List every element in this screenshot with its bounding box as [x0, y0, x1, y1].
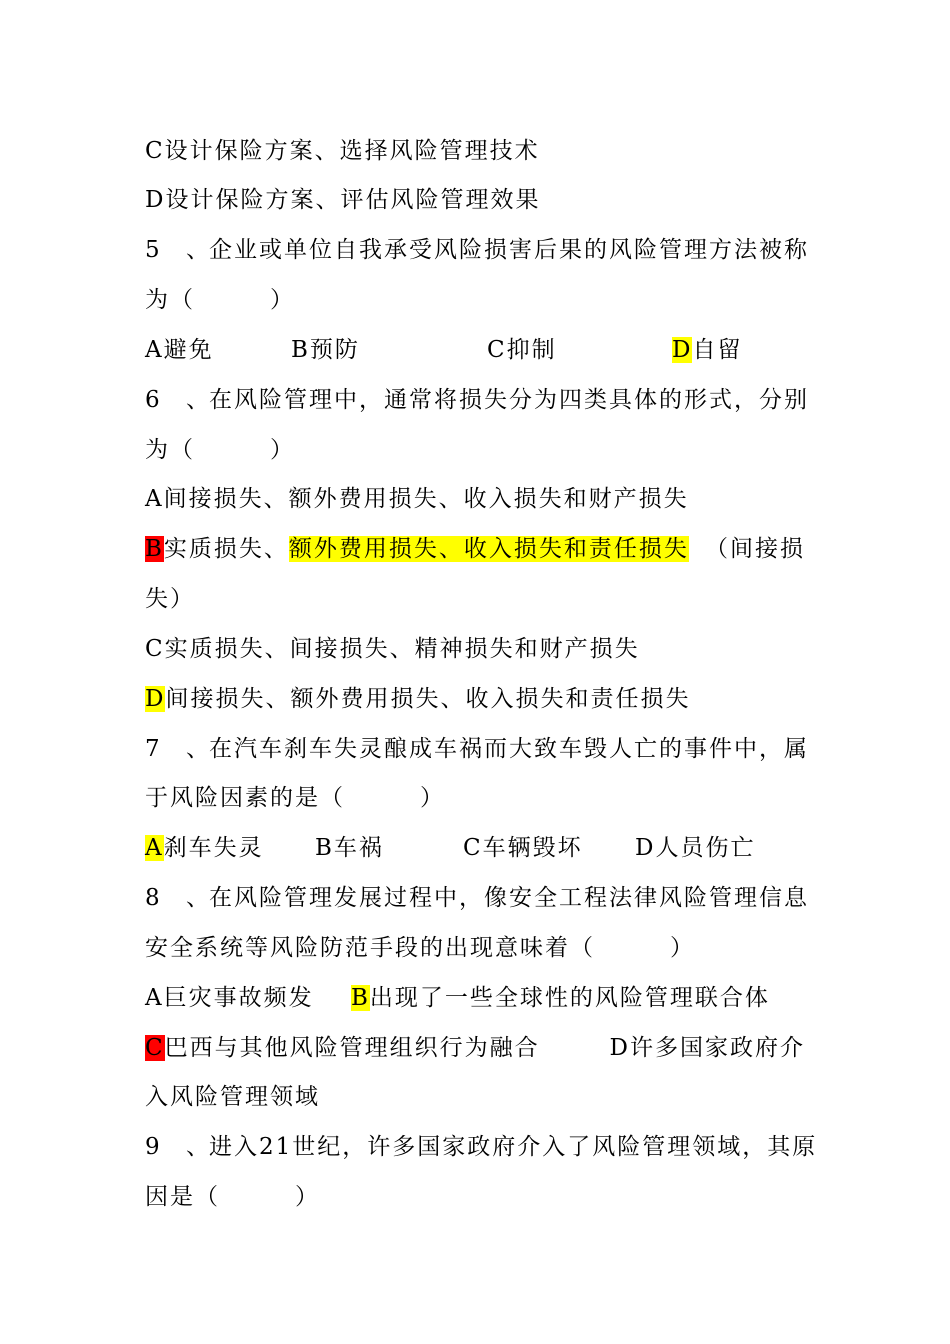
question-7-continuation	[145, 783, 805, 813]
question-6-option-d	[145, 684, 805, 714]
question-6	[145, 385, 809, 415]
question-text-cont: 于风险因素的是（ ）	[145, 785, 445, 811]
option-c-line	[145, 136, 805, 166]
option-c-text: C设计保险方案、选择风险管理技术	[145, 138, 540, 164]
question-text-cont: 为（ ）	[145, 287, 295, 313]
question-5-continuation	[145, 285, 805, 315]
question-8-option-d-continuation	[145, 1082, 805, 1112]
answer-highlight: D	[672, 337, 693, 363]
option-b-note: （间接损	[705, 536, 805, 562]
option-d-line	[145, 185, 805, 215]
option-a: A避免	[145, 337, 214, 363]
question-text: 在风险管理中，通常将损失分为四类具体的形式，分别	[209, 387, 809, 413]
question-6-continuation	[145, 435, 805, 465]
question-number: 8、	[145, 885, 209, 911]
question-number: 5、	[145, 237, 209, 263]
option-b: B车祸	[315, 835, 384, 861]
option-b: B预防	[291, 337, 360, 363]
question-6-option-c	[145, 634, 805, 664]
question-6-option-a	[145, 484, 805, 514]
option-c: C实质损失、间接损失、精神损失和财产损失	[145, 636, 640, 662]
answer-highlight-red: B	[145, 536, 164, 562]
question-text: 在汽车刹车失灵酿成车祸而大致车毁人亡的事件中，属	[209, 736, 809, 762]
answer-highlight: D	[145, 686, 166, 712]
option-b-label: 出现了一些全球性的风险管理联合体	[369, 985, 770, 1011]
option-a: A巨灾事故频发	[145, 985, 314, 1011]
question-6-option-b-continuation	[145, 584, 805, 614]
question-7	[145, 734, 809, 764]
option-b-note-cont: 失）	[145, 586, 195, 612]
question-number: 9、	[145, 1134, 209, 1160]
question-6-option-b	[145, 534, 805, 564]
question-text-cont: 为（ ）	[145, 437, 295, 463]
option-d-label: 自留	[692, 337, 743, 363]
option-d: D人员伤亡	[635, 835, 756, 861]
question-text-cont: 安全系统等风险防范手段的出现意味着（ ）	[145, 935, 695, 961]
text-highlight-yellow: 额外费用损失、收入损失和责任损失	[288, 536, 689, 562]
option-a-label: 刹车失灵	[163, 835, 264, 861]
question-text: 企业或单位自我承受风险损害后果的风险管理方法被称	[209, 237, 809, 263]
option-b	[351, 983, 770, 1013]
option-d-cont: 入风险管理领域	[145, 1084, 320, 1110]
option-d: 间接损失、额外费用损失、收入损失和责任损失	[165, 686, 691, 712]
question-text: 在风险管理发展过程中，像安全工程法律风险管理信息	[209, 885, 809, 911]
question-8-continuation	[145, 933, 805, 963]
answer-highlight: A	[145, 835, 164, 861]
answer-highlight: B	[351, 985, 370, 1011]
option-b-text: 实质损失、	[163, 536, 289, 562]
question-9	[145, 1132, 818, 1162]
answer-highlight-red: C	[145, 1035, 165, 1061]
option-a	[145, 833, 264, 863]
question-number: 7、	[145, 736, 209, 762]
option-c: C抑制	[487, 337, 557, 363]
question-5	[145, 235, 809, 265]
option-c	[145, 1033, 540, 1063]
question-text: 进入21世纪，许多国家政府介入了风险管理领域，其原	[209, 1134, 818, 1160]
question-9-continuation	[145, 1182, 805, 1212]
option-d: D许多国家政府介	[609, 1035, 805, 1061]
question-text-cont: 因是（ ）	[145, 1184, 320, 1210]
question-number: 6、	[145, 387, 209, 413]
question-8	[145, 883, 809, 913]
option-d-text: D设计保险方案、评估风险管理效果	[145, 187, 541, 213]
option-a: A间接损失、额外费用损失、收入损失和财产损失	[145, 486, 689, 512]
option-c-label: 巴西与其他风险管理组织行为融合	[164, 1035, 540, 1061]
option-d	[672, 335, 742, 365]
option-c: C车辆毁坏	[463, 835, 583, 861]
